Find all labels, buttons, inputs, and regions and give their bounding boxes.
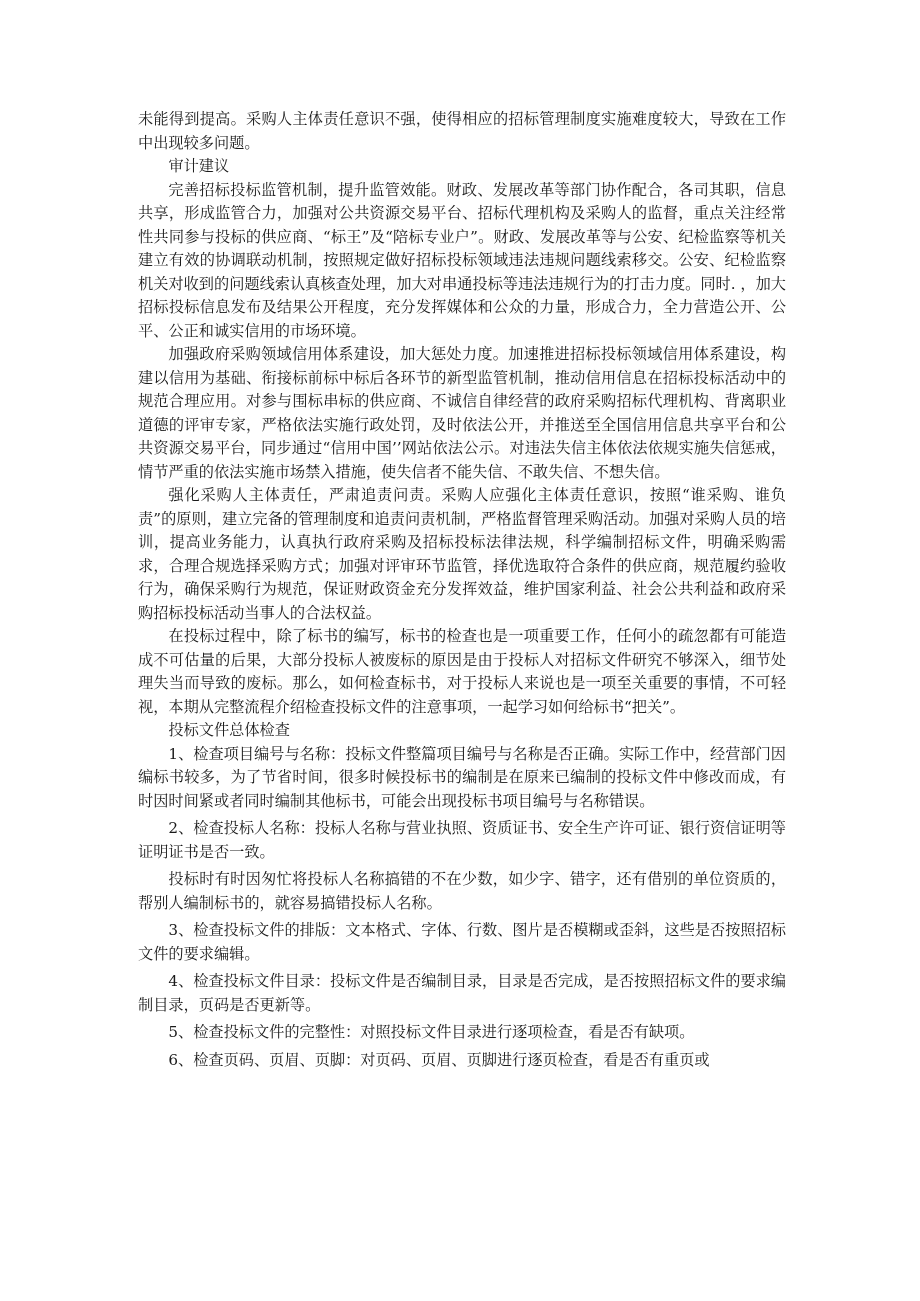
paragraph-supervision-mechanism: 完善招标投标监管机制，提升监管效能。财政、发展改革等部门协作配合，各司其职，信息共享，形成监管合力，加强对公共资源交易平台、招标代理机构及采购人的监督，重点关注经常性共同参与投标的供应商、“标王”及“陪标专业户”。财政、发展改革等与公安、纪检监察等机关建立有效的协调联动机制，按照规定做好招标投标领域违法违规问题线索移交。公安、纪检监察机关对收到的问题线索认真核查处理，加大对串通投标等违法违规行为的打击力度。同时. ，加大招标投标信息发布及结果公开程度，充分发挥媒体和公众的力量，形成合力，全力营造公开、公平、公正和诚实信用的市场环境。: [138, 180, 786, 340]
paragraph-purchaser-responsibility: 强化采购人主体责任，严肃追责问责。采购人应强化主体责任意识，按照“谁采购、谁负责”的原则，建立完备的管理制度和追责问责机制，严格监督管理采购活动。加强对采购人员的培训，提高业务能力，认真执行政府采购及招标投标法律法规，科学编制招标文件，明确采购需求，合理合规选择采购方式；加强对评审环节监管，择优选取符合条件的供应商，规范履约验收行为，确保采购行为规范，保证财政资金充分发挥效益，维护国家利益、社会公共利益和政府采购招标投标活动当事人的合法权益。: [138, 486, 786, 622]
paragraph-check-item-1: 1、检查项目编号与名称：投标文件整篇项目编号与名称是否正确。实际工作中，经营部门因编标书较多，为了节省时间，很多时候投标书的编制是在原来已编制的投标文件中修改而成，有时因时间紧或者同时编制其他标书，可能会出现投标书项目编号与名称错误。: [138, 744, 786, 810]
paragraph-credit-system: 加强政府采购领域信用体系建设，加大惩处力度。加速推进招标投标领域信用体系建设，构建以信用为基础、衔接标前标中标后各环节的新型监管机制，推动信用信息在招标投标活动中的规范合理应用。对参与围标串标的供应商、不诚信自律经营的政府采购招标代理机构、背离职业道德的评审专家，严格依法实施行政处罚，及时依法公开，并推送至全国信用信息共享平台和公共资源交易平台，同步通过“信用中国’’网站依法公示。对违法失信主体依法依规实施失信惩戒，情节严重的依法实施市场禁入措施，使失信者不能失信、不敢失信、不想失信。: [138, 345, 786, 481]
heading-audit-suggestions: 审计建议: [168, 157, 230, 175]
paragraph-check-item-6: 6、检查页码、页眉、页脚：对页码、页眉、页脚进行逐页检查，看是否有重页或: [168, 1050, 710, 1069]
paragraph-check-item-2: 2、检查投标人名称：投标人名称与营业执照、资质证书、安全生产许可证、银行资信证明等证明证书是否一致。: [138, 819, 786, 861]
paragraph-bidder-name-note: 投标时有时因匆忙将投标人名称搞错的不在少数，如少字、错字，还有借别的单位资质的，帮别人编制标书的，就容易搞错投标人名称。: [138, 870, 786, 912]
paragraph-bid-check-intro: 在投标过程中，除了标书的编写，标书的检查也是一项重要工作，任何小的疏忽都有可能造成不可估量的后果，大部分投标人被废标的原因是由于投标人对招标文件研究不够深入，细节处理失当而导致的废标。那么，如何检查标书，对于投标人来说也是一项至关重要的事情，不可轻视，本期从完整流程介绍检查投标文件的注意事项，一起学习如何给标书“把关”。: [138, 627, 786, 716]
paragraph-check-item-4: 4、检查投标文件目录：投标文件是否编制目录，目录是否完成，是否按照招标文件的要求编制目录，页码是否更新等。: [138, 972, 786, 1014]
document-body: [138, 108, 786, 1072]
paragraph-check-item-5: 5、检查投标文件的完整性：对照投标文件目录进行逐项检查，看是否有缺项。: [168, 1023, 695, 1041]
paragraph-check-item-3: 3、检查投标文件的排版：文本格式、字体、行数、图片是否模糊或歪斜，这些是否按照招标文件的要求编辑。: [138, 921, 786, 963]
heading-overall-check: 投标文件总体检查: [168, 721, 290, 739]
paragraph-continuation: 未能得到提高。采购人主体责任意识不强，使得相应的招标管理制度实施难度较大，导致在工作中出现较多问题。: [138, 110, 786, 152]
